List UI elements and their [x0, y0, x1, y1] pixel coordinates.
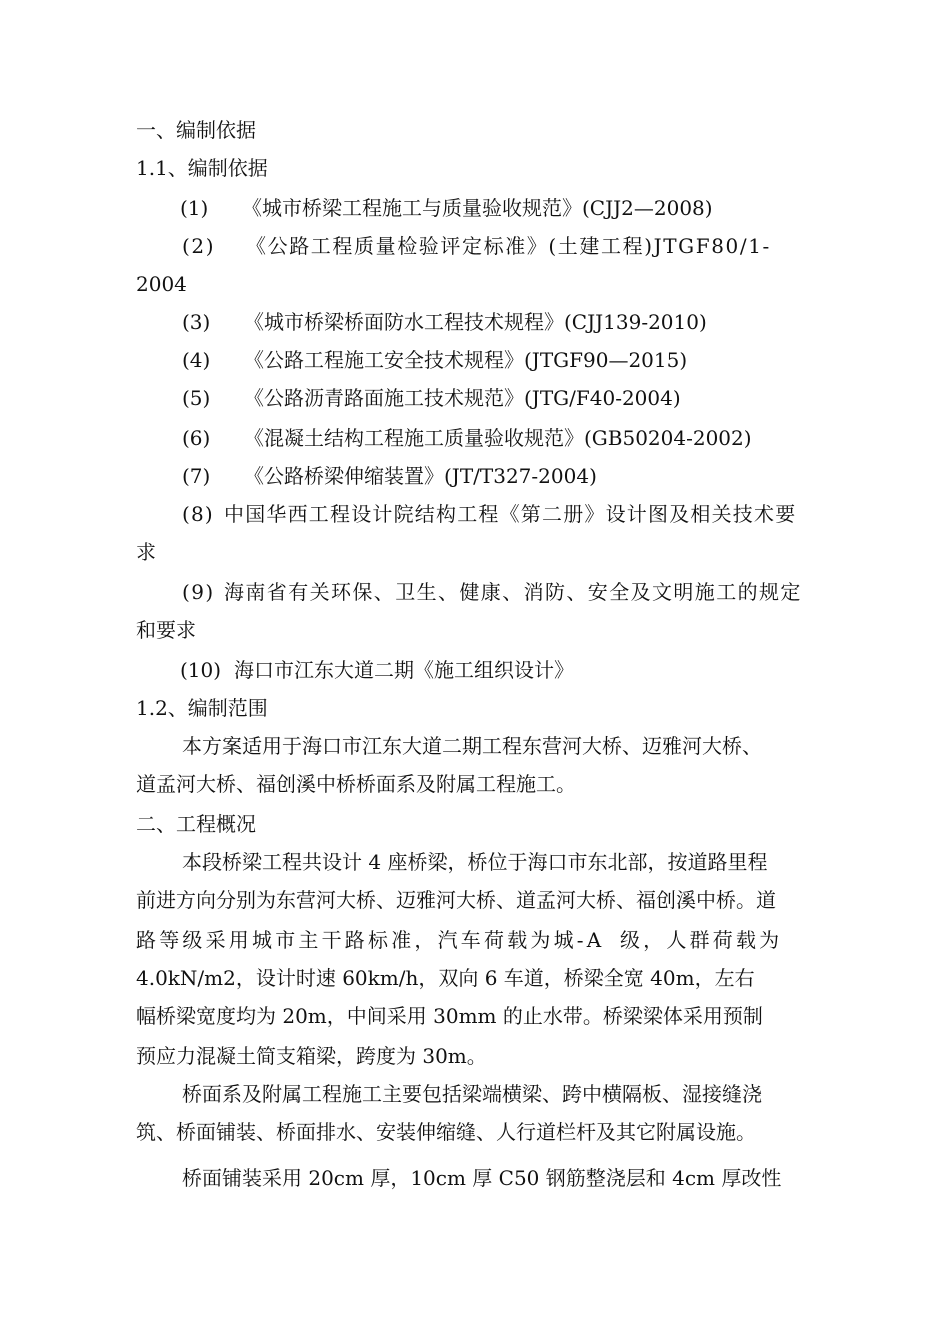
reference-item	[180, 194, 864, 222]
overview-paragraph-line: 本段桥梁工程共设计 4 座桥梁，桥位于海口市东北部，按道路里程	[182, 850, 768, 874]
paving-paragraph-line: 桥面铺装采用 20cm 厚，10cm 厚 C50 钢筋整浇层和 4cm 厚改性	[182, 1166, 782, 1190]
overview-paragraph-line: 预应力混凝土简支箱梁，跨度为 30m。	[136, 1044, 487, 1068]
reference-text: 海口市江东大道二期《施工组织设计》	[234, 658, 574, 682]
reference-continuation: 和要求	[136, 618, 196, 642]
reference-number: (2)	[182, 234, 216, 258]
reference-number: (3)	[182, 310, 211, 334]
reference-item	[182, 462, 866, 490]
reference-item	[182, 424, 866, 452]
scope2-paragraph-line: 桥面系及附属工程施工主要包括梁端横梁、跨中横隔板、湿接缝浇	[182, 1082, 762, 1106]
reference-item	[182, 578, 866, 606]
reference-text: 《公路沥青路面施工技术规范》(JTG/F40-2004)	[244, 386, 681, 410]
reference-text: 《公路桥梁伸缩装置》(JT/T327-2004)	[244, 464, 597, 488]
overview-paragraph-line: 路等级采用城市主干路标准，汽车荷载为城-A 级，人群荷载为	[136, 928, 783, 952]
reference-number: (8)	[182, 502, 214, 526]
overview-paragraph-line: 幅桥梁宽度均为 20m，中间采用 30mm 的止水带。桥梁梁体采用预制	[136, 1004, 763, 1028]
reference-text: 《公路工程施工安全技术规程》(JTGF90—2015)	[244, 348, 688, 372]
reference-number: (6)	[182, 426, 211, 450]
reference-item	[182, 500, 866, 528]
reference-number: (5)	[182, 386, 211, 410]
reference-text: 海南省有关环保、卫生、健康、消防、安全及文明施工的规定	[224, 580, 802, 604]
reference-text: 《混凝土结构工程施工质量验收规范》(GB50204-2002)	[244, 426, 752, 450]
overview-paragraph-line: 4.0kN/m2，设计时速 60km/h，双向 6 车道，桥梁全宽 40m，左右	[136, 966, 755, 990]
reference-item	[180, 656, 864, 684]
reference-number: (1)	[180, 196, 209, 220]
reference-text: 中国华西工程设计院结构工程《第二册》设计图及相关技术要	[224, 502, 797, 526]
section-1-2-heading: 1.2、编制范围	[136, 696, 268, 720]
reference-text: 《公路工程质量检验评定标准》(土建工程)JTGF80/1-	[246, 234, 771, 258]
reference-item	[182, 346, 866, 374]
reference-number: (4)	[182, 348, 211, 372]
reference-item	[182, 384, 866, 412]
reference-continuation: 求	[136, 540, 156, 564]
section-1-1-heading: 1.1、编制依据	[136, 156, 268, 180]
section-2-heading: 二、工程概况	[136, 812, 256, 836]
reference-item	[182, 232, 866, 260]
reference-text: 《城市桥梁工程施工与质量验收规范》(CJJ2—2008)	[242, 196, 713, 220]
scope-paragraph-line: 本方案适用于海口市江东大道二期工程东营河大桥、迈雅河大桥、	[182, 734, 762, 758]
reference-continuation: 2004	[136, 272, 187, 296]
reference-number: (7)	[182, 464, 211, 488]
overview-paragraph-line: 前进方向分别为东营河大桥、迈雅河大桥、道孟河大桥、福创溪中桥。道	[136, 888, 776, 912]
reference-number: (9)	[182, 580, 215, 604]
reference-number: (10)	[180, 658, 222, 682]
scope2-paragraph-line: 筑、桥面铺装、桥面排水、安装伸缩缝、人行道栏杆及其它附属设施。	[136, 1120, 756, 1144]
section-1-heading: 一、编制依据	[136, 118, 256, 142]
reference-text: 《城市桥梁桥面防水工程技术规程》(CJJ139-2010)	[244, 310, 707, 334]
scope-paragraph-line: 道孟河大桥、福创溪中桥桥面系及附属工程施工。	[136, 772, 576, 796]
reference-item	[182, 308, 866, 336]
